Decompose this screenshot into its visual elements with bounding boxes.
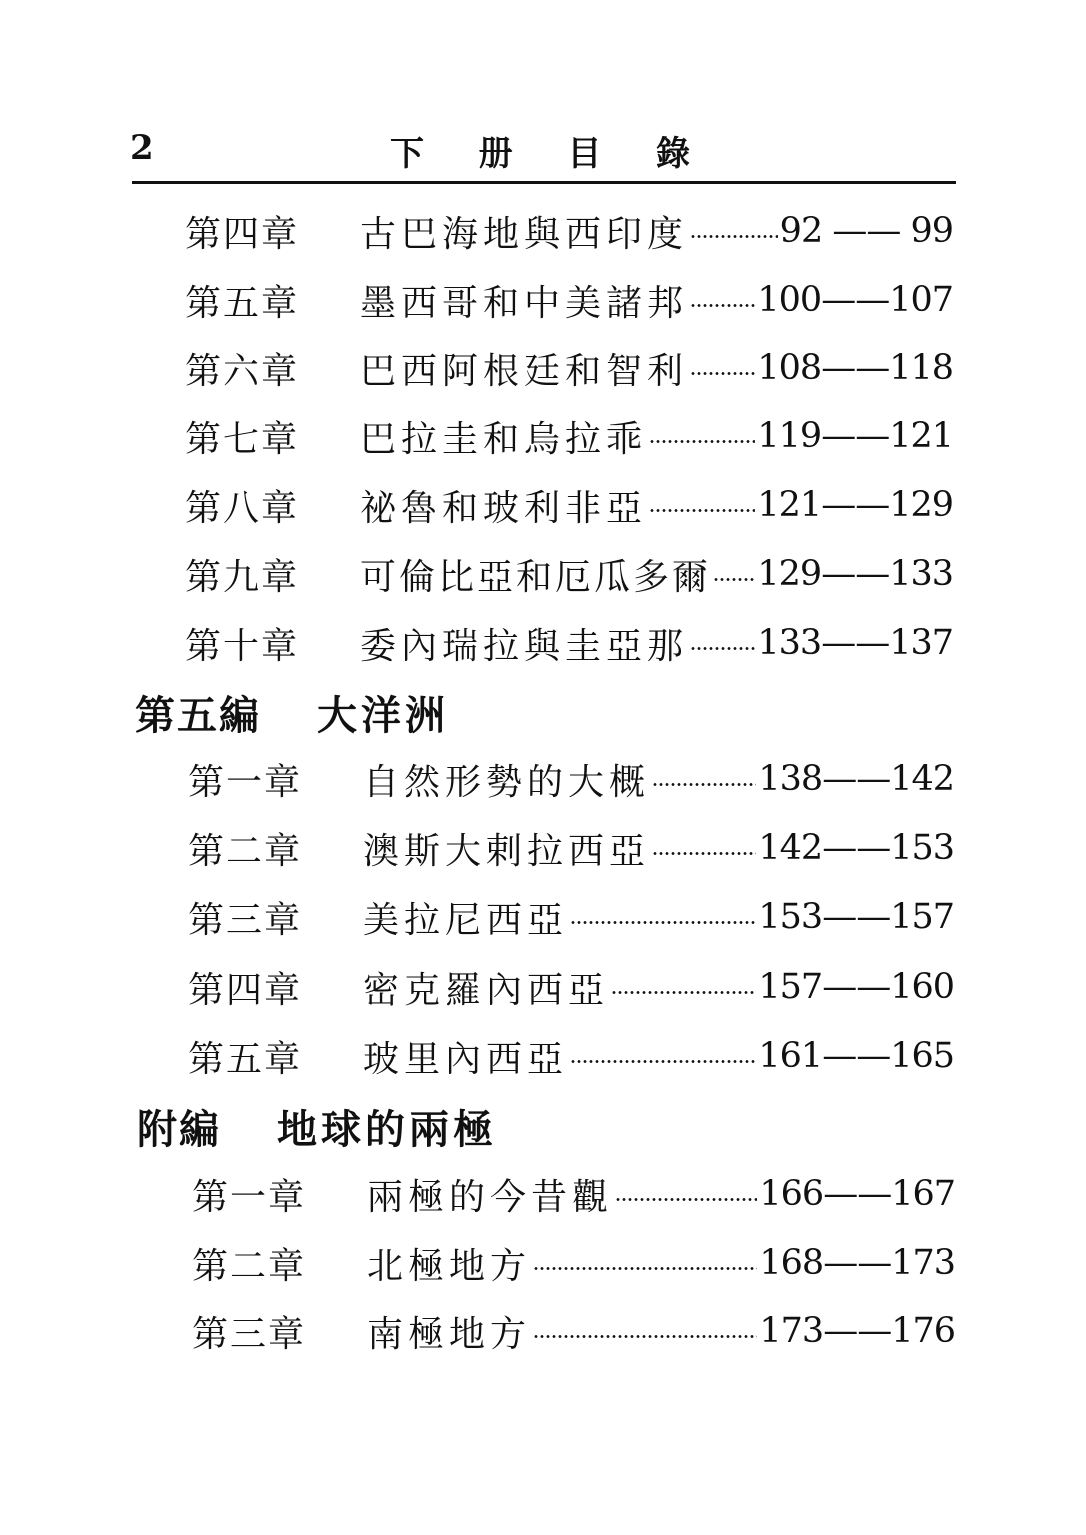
chapter-number: 第五章 [185,282,300,324]
chapter-title: 自然形勢的大概 [363,761,651,803]
page-range: 168——173 [759,1243,955,1283]
dot-leader [690,304,755,307]
dot-leader [652,783,756,786]
dot-leader [652,852,756,855]
running-title [390,126,690,175]
page-range: 166——167 [759,1174,955,1214]
chapter-title: 祕魯和玻利非亞 [360,487,648,529]
dot-leader [570,921,756,924]
chapter-number: 第一章 [188,761,303,803]
dot-leader [570,1060,756,1063]
chapter-number: 第六章 [185,350,300,392]
page-range: 142——153 [758,828,954,868]
chapter-number: 第八章 [185,487,300,529]
page-range: 157——160 [758,967,954,1007]
chapter-title: 墨西哥和中美諸邦 [360,282,689,324]
chapter-title: 兩極的今昔觀 [367,1176,614,1218]
toc-entry[interactable] [192,1306,955,1356]
toc-entry[interactable] [185,411,953,461]
chapter-number: 第十章 [185,625,300,667]
chapter-number: 第三章 [188,899,303,941]
page-range: 108——118 [757,348,953,388]
running-title-char: 下 [390,134,424,174]
toc-entry[interactable] [188,754,954,804]
chapter-title: 密克羅內西亞 [363,969,610,1011]
chapter-number: 第一章 [192,1176,307,1218]
page-range: 173——176 [759,1311,955,1351]
chapter-title: 巴拉圭和烏拉乖 [360,418,648,460]
dot-leader [649,440,755,443]
appendix-heading[interactable] [137,1098,497,1154]
toc-entry[interactable] [188,892,954,942]
chapter-number: 第五章 [188,1038,303,1080]
chapter-title: 玻里內西亞 [363,1038,569,1080]
page-number: 2 [130,128,154,168]
toc-entry[interactable] [192,1238,955,1288]
dot-leader [649,509,755,512]
chapter-title: 澳斯大剌拉西亞 [363,830,651,872]
page-range: 138——142 [758,759,954,799]
page-range: 92 —— 99 [779,211,953,251]
dot-leader [611,991,756,994]
toc-entry[interactable] [185,549,953,599]
dot-leader [690,647,755,650]
header-rule [132,181,956,184]
page-range: 129——133 [757,554,953,594]
chapter-number: 第二章 [188,830,303,872]
dot-leader [533,1335,757,1338]
page-range: 121——129 [757,485,953,525]
toc-entry[interactable] [185,275,953,325]
appendix-label: 附編 [137,1105,221,1153]
chapter-title: 北極地方 [367,1245,532,1287]
running-title-char: 錄 [655,134,690,174]
chapter-title: 美拉尼西亞 [363,899,569,941]
toc-entry[interactable] [192,1169,955,1219]
toc-entry[interactable] [188,1031,954,1081]
page-range: 100——107 [757,280,953,320]
chapter-title: 巴西阿根廷和智利 [360,350,689,392]
chapter-title: 委內瑞拉與圭亞那 [360,625,689,667]
part-title: 大洋洲 [317,691,449,739]
page-range: 133——137 [757,623,953,663]
toc-entry[interactable] [185,343,953,393]
appendix-title: 地球的兩極 [277,1105,497,1153]
chapter-title: 古巴海地與西印度 [360,213,689,255]
chapter-number: 第四章 [185,213,300,255]
running-title-char: 目 [567,134,602,174]
chapter-number: 第四章 [188,969,303,1011]
toc-entry[interactable] [188,823,954,873]
dot-leader [713,578,755,581]
chapter-number: 第七章 [185,418,300,460]
toc-entry[interactable] [188,962,954,1012]
chapter-title: 可倫比亞和厄瓜多爾 [360,556,712,598]
running-title-char: 册 [478,134,513,174]
chapter-number: 第二章 [192,1245,307,1287]
page-range: 161——165 [758,1036,954,1076]
part-number: 第五編 [135,691,261,739]
chapter-title: 南極地方 [367,1313,532,1355]
page-range: 153——157 [758,897,954,937]
page-range: 119——121 [757,416,953,456]
chapter-number: 第三章 [192,1313,307,1355]
part-heading[interactable] [135,684,449,740]
toc-entry[interactable] [185,206,953,256]
toc-entry[interactable] [185,480,953,530]
dot-leader [690,372,755,375]
chapter-number: 第九章 [185,556,300,598]
dot-leader [615,1198,757,1201]
dot-leader [533,1267,757,1270]
toc-entry[interactable] [185,618,953,668]
dot-leader [690,235,778,238]
